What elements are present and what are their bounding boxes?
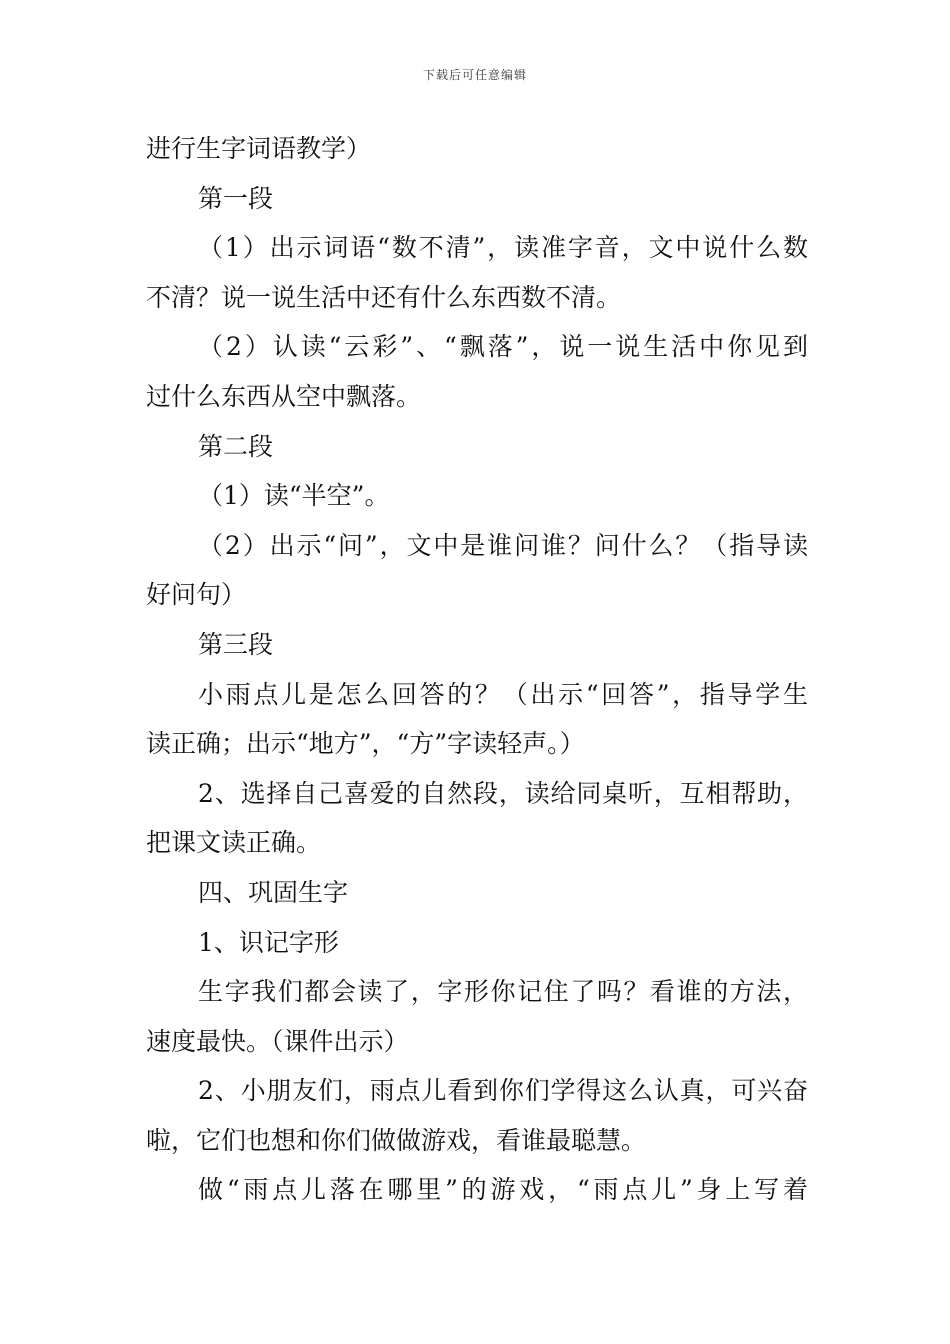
- text-line: （1）出示词语“数不清”，读准字音，文中说什么数: [198, 233, 808, 263]
- text-line: 做“雨点儿落在哪里”的游戏，“雨点儿”身上写着: [198, 1175, 808, 1205]
- section-heading: 第三段: [198, 629, 274, 659]
- text-line: 小雨点儿是怎么回答的？（出示“回答”，指导学生: [198, 679, 808, 709]
- section-heading: 第二段: [198, 431, 274, 461]
- text-line: 读正确；出示“地方”，“方”字读轻声。）: [146, 729, 585, 759]
- text-line: 不清？说一说生活中还有什么东西数不清。: [146, 282, 622, 312]
- text-line: 过什么东西从空中飘落。: [146, 381, 422, 411]
- text-line: （2）认读“云彩”、“飘落”，说一说生活中你见到: [198, 332, 808, 362]
- text-line: 生字我们都会读了，字形你记住了吗？看谁的方法，: [198, 977, 808, 1007]
- text-line: 进行生字词语教学）: [146, 134, 372, 163]
- subsection-heading: 1、识记字形: [198, 927, 339, 957]
- text-line: 2、小朋友们，雨点儿看到你们学得这么认真，可兴奋: [198, 1076, 808, 1106]
- body-text: [146, 124, 808, 1215]
- section-heading: 第一段: [198, 183, 274, 213]
- text-line: （2）出示“问”，文中是谁问谁？问什么？（指导读: [198, 530, 808, 560]
- text-line: 2、选择自己喜爱的自然段，读给同桌听，互相帮助，: [198, 778, 808, 808]
- text-line: 把课文读正确。: [146, 828, 322, 858]
- text-line: 啦，它们也想和你们做做游戏，看谁最聪慧。: [146, 1125, 647, 1155]
- text-line: 速度最快。（课件出示）: [146, 1026, 409, 1056]
- page-header: 下载后可任意编辑: [422, 68, 527, 82]
- section-heading: 四、巩固生字: [198, 877, 349, 907]
- text-line: 好问句）: [146, 580, 247, 610]
- text-line: （1）读“半空”。: [198, 481, 390, 511]
